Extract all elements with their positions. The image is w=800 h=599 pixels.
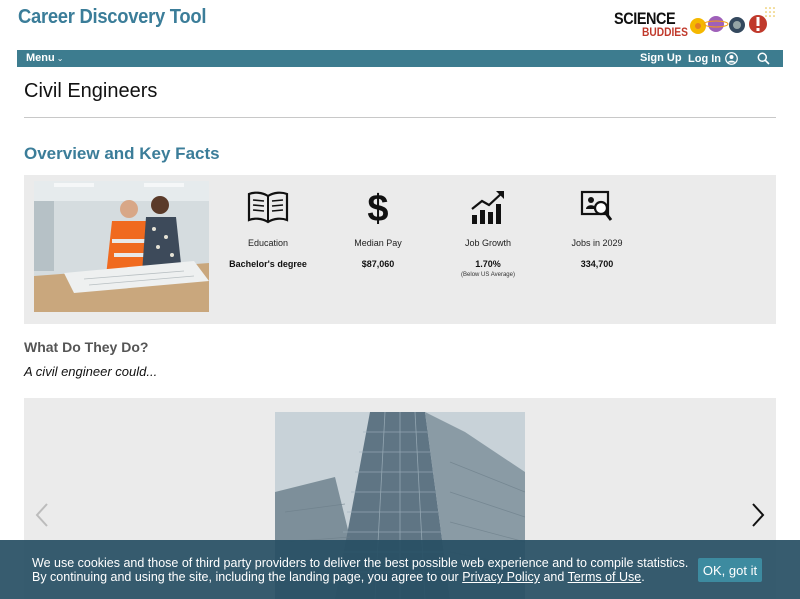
fact-label: Job Growth	[464, 238, 512, 248]
growth-chart-icon	[433, 187, 543, 227]
cookie-text-line2: By continuing and using the site, including the landing page, you agree to our	[32, 570, 459, 584]
chevron-right-icon	[748, 502, 768, 528]
terms-of-use-link[interactable]: Terms of Use	[567, 570, 642, 584]
menu-button[interactable]	[26, 52, 63, 64]
page-title: Civil Engineers	[24, 80, 158, 102]
chevron-left-icon	[32, 502, 52, 528]
chevron-down-icon: ⌄	[56, 54, 64, 63]
overview-heading: Overview and Key Facts	[24, 144, 220, 163]
fact-label: Education	[247, 238, 289, 248]
fact-jobs-2029	[542, 187, 652, 269]
logo-text-science: SCIENCE	[614, 9, 676, 28]
fact-education	[213, 187, 323, 269]
sign-up-link[interactable]: Sign Up	[640, 52, 682, 64]
dollar-icon	[323, 187, 433, 227]
logo-text-buddies: BUDDIES	[642, 25, 688, 39]
svg-text:$: $	[367, 188, 389, 226]
log-in-label: Log In	[688, 52, 721, 65]
main-navbar	[17, 50, 783, 67]
search-icon	[757, 52, 770, 65]
log-in-link[interactable]	[688, 52, 738, 65]
what-they-do-intro: A civil engineer could...	[24, 364, 158, 379]
key-facts-panel	[24, 175, 776, 324]
fact-label: Median Pay	[354, 238, 402, 248]
cookie-message	[32, 556, 692, 584]
engineers-photo	[34, 181, 209, 312]
carousel-prev-button[interactable]	[32, 502, 52, 528]
fact-value: $87,060	[361, 259, 395, 269]
fact-value: 1.70%	[475, 259, 501, 269]
cookie-and-text: and	[543, 570, 565, 584]
title-divider	[24, 117, 776, 118]
job-search-icon	[542, 187, 652, 227]
fact-label: Jobs in 2029	[571, 238, 623, 248]
fact-value: Bachelor's degree	[229, 259, 307, 269]
fact-job-growth	[433, 187, 543, 278]
cookie-text-line1: We use cookies and those of third party providers to deliver the best possible web experience and to compile statistics.	[32, 556, 689, 570]
fact-value: 334,700	[580, 259, 614, 269]
logo-graphic-icon	[690, 6, 778, 42]
cookie-banner	[0, 540, 800, 599]
carousel-next-button[interactable]	[748, 502, 768, 528]
site-title[interactable]: Career Discovery Tool	[18, 6, 207, 28]
what-they-do-heading: What Do They Do?	[24, 339, 149, 355]
cookie-accept-button[interactable]: OK, got it	[698, 558, 762, 582]
book-icon	[213, 187, 323, 227]
menu-label: Menu	[26, 52, 55, 64]
user-icon	[725, 52, 738, 65]
cookie-period: .	[641, 570, 645, 584]
fact-median-pay	[323, 187, 433, 269]
fact-note: (Below US Average)	[461, 272, 515, 278]
search-button[interactable]	[757, 52, 770, 68]
privacy-policy-link[interactable]: Privacy Policy	[462, 570, 540, 584]
science-buddies-logo[interactable]	[614, 6, 778, 42]
